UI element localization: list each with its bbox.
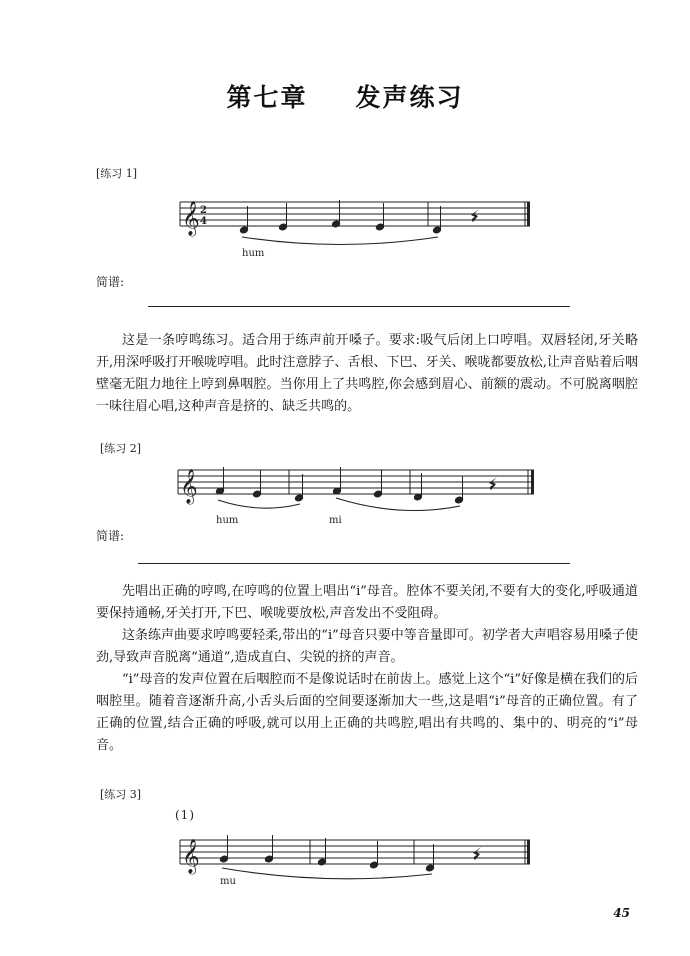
paragraph-2: 先唱出正确的哼鸣,在哼鸣的位置上唱出“i”母音。腔体不要关闭,不要有大的变化,呼吸通道要保持通畅,牙关打开,下巴、喉咙要放松,声音发出不受阻碍。 (96, 584, 638, 621)
jianpu-line-1 (148, 306, 570, 307)
chapter-number: 第七章 (226, 83, 308, 112)
paragraph-1 (96, 330, 638, 418)
lyric-hum: hum (242, 248, 265, 259)
paragraph-4: “i”母音的发声位置在后咽腔而不是像说话时在前齿上。感觉上这个“i”好像是横在我们的后咽腔里。随着音逐渐升高,小舌头后面的空间要逐渐加大一些,这是唱“i”母音的正确位置。有了正确的位置,结合正确的呼吸,就可以用上正确的共鸣腔,唱出有共鸣的、集中的、明亮的“i”母音。 (96, 672, 638, 753)
treble-clef-icon: 𝄞 (182, 839, 200, 874)
lyric-hum: hum (216, 515, 239, 526)
svg-text:2: 2 (200, 205, 207, 216)
exercise-1-label: [练习 1] (96, 167, 138, 180)
treble-clef-icon: 𝄞 (180, 469, 198, 504)
exercise-2-label: [练习 2] (100, 442, 142, 455)
jianpu-line-2 (138, 563, 570, 564)
jianpu-label-1: 简谱: (96, 275, 125, 289)
exercise-3-section: (1) (175, 808, 195, 822)
chapter-name: 发声练习 (355, 83, 464, 112)
lyric-mu: mu (220, 876, 236, 887)
jianpu-label-2: 简谱: (96, 529, 125, 543)
paragraph-1-text: 这是一条哼鸣练习。适合用于练声前开嗓子。要求:吸气后闭上口哼唱。双唇轻闭,牙关略开,用深呼吸打开喉咙哼唱。此时注意脖子、舌根、下巴、牙关、喉咙都要放松,让声音贴着后咽壁毫无阻力地往上哼到鼻咽腔。当你用上了共鸣腔,你会感到眉心、前额的震动。不可脱离咽腔一味往眉心唱,这种声音是挤的、缺乏共鸣的。 (96, 333, 638, 414)
page-number: 45 (613, 906, 630, 920)
paragraphs-2-4 (96, 581, 638, 757)
paragraph-3: 这条练声曲要求哼鸣要轻柔,带出的“i”母音只要中等音量即可。初学者大声唱容易用嗓子使劲,导致声音脱离“通道”,造成直白、尖锐的挤的声音。 (96, 628, 638, 665)
exercise-2-staff (170, 460, 550, 526)
exercise-3-staff (170, 828, 550, 888)
exercise-3-label: [练习 3] (100, 788, 142, 801)
treble-clef-icon: 𝄞 (182, 201, 200, 236)
chapter-title (0, 78, 690, 114)
svg-text:4: 4 (200, 216, 207, 227)
exercise-1-staff (170, 190, 550, 262)
lyric-mi: mi (329, 515, 342, 526)
